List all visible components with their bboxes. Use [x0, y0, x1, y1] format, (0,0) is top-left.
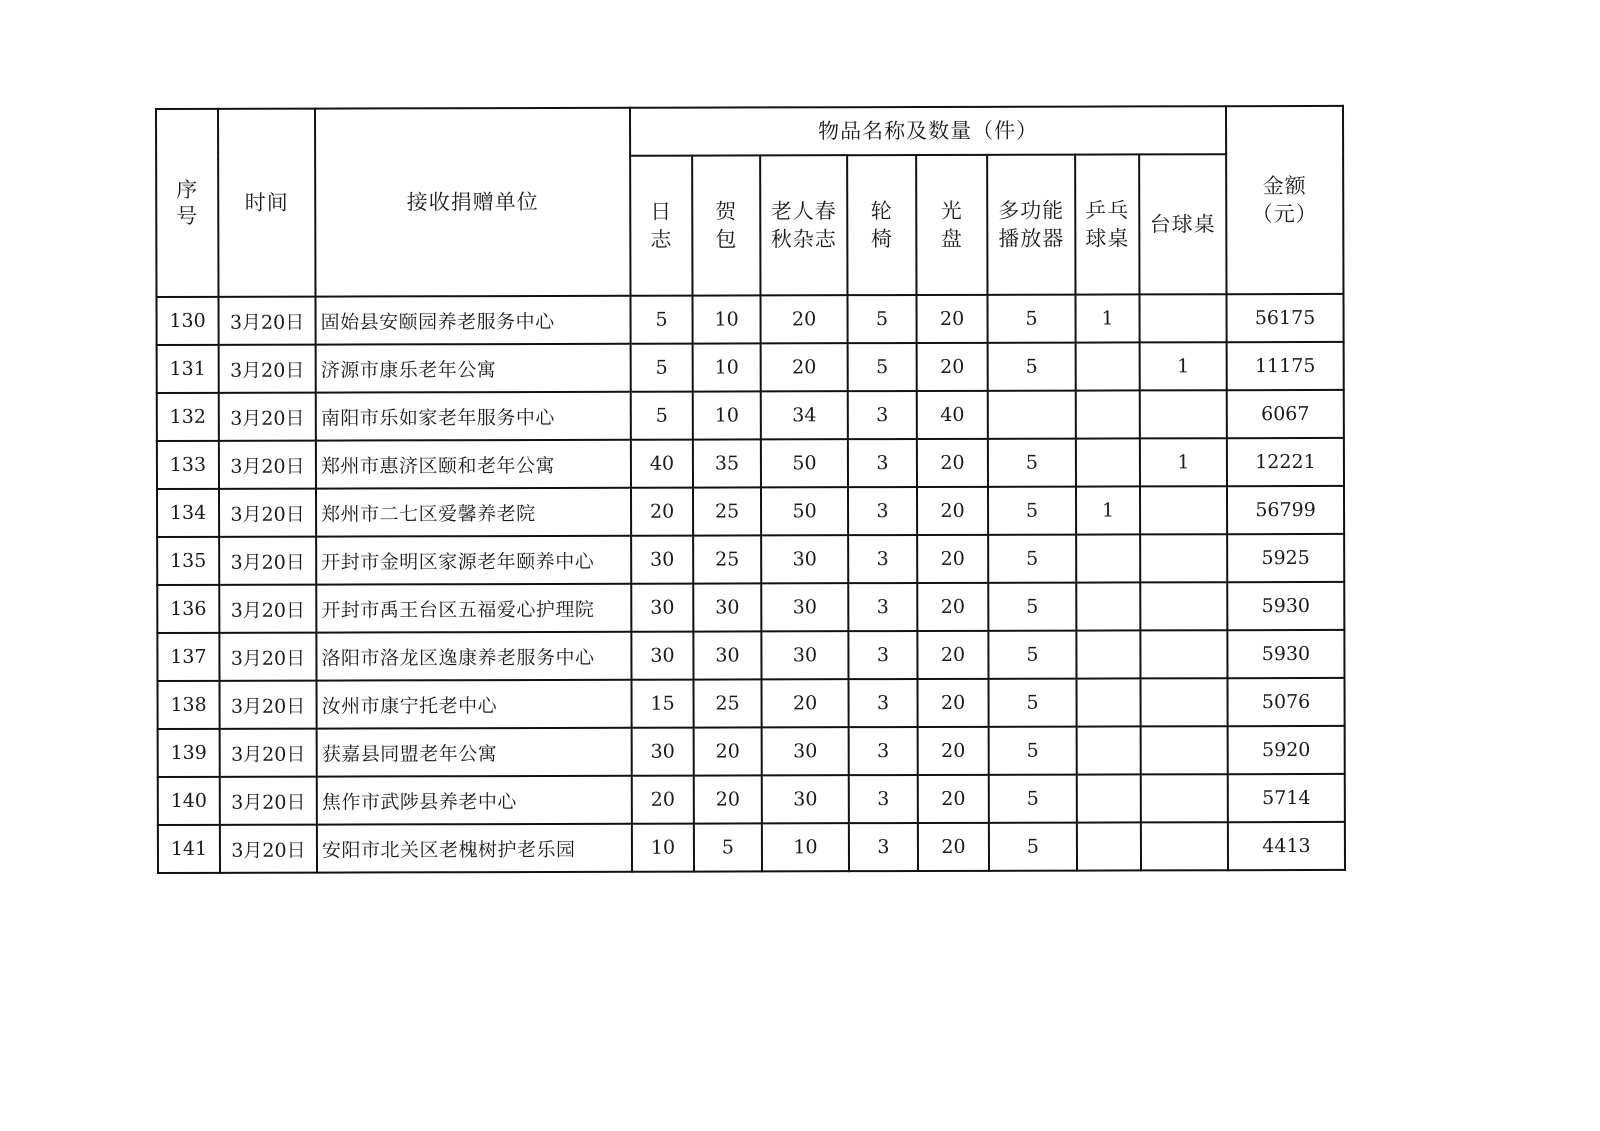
seq-cell: 136 [157, 585, 219, 633]
donation-table-page [155, 105, 1346, 874]
time-cell: 3月20日 [220, 825, 317, 873]
unit-cell: 开封市禹王台区五福爱心护理院 [316, 584, 631, 633]
seq-cell: 137 [157, 633, 219, 681]
header-item-label: 乒乓球桌 [1085, 198, 1130, 251]
item-qty-cell: 5 [848, 343, 917, 391]
item-qty-cell: 3 [849, 727, 918, 775]
item-qty-cell: 10 [693, 391, 761, 439]
table-row [158, 822, 1345, 873]
amount-cell: 56799 [1227, 486, 1344, 534]
item-qty-cell: 1 [1140, 342, 1227, 390]
item-qty-cell [1077, 726, 1141, 774]
header-item-label: 光盘 [940, 198, 963, 251]
table-row [158, 678, 1345, 729]
item-qty-cell [1077, 774, 1141, 822]
amount-cell: 5930 [1227, 582, 1344, 630]
item-qty-cell: 5 [988, 631, 1076, 679]
time-cell: 3月20日 [219, 585, 316, 633]
item-qty-cell: 25 [693, 535, 761, 583]
table-row [157, 438, 1344, 489]
item-qty-cell: 30 [631, 632, 693, 680]
table-row [157, 630, 1344, 681]
item-qty-cell: 5 [988, 535, 1076, 583]
unit-cell: 汝州市康宁托老中心 [316, 680, 631, 729]
item-qty-cell [1076, 678, 1140, 726]
table-row [157, 486, 1344, 537]
item-qty-cell: 15 [631, 680, 693, 728]
amount-cell: 4413 [1228, 822, 1345, 870]
amount-cell: 5076 [1227, 678, 1344, 726]
item-qty-cell: 50 [761, 487, 848, 535]
header-item-0 [630, 156, 692, 296]
item-qty-cell [1076, 534, 1140, 582]
header-item-2 [760, 155, 847, 295]
item-qty-cell: 5 [847, 295, 916, 343]
item-qty-cell: 5 [694, 823, 762, 871]
item-qty-cell [1141, 726, 1228, 774]
table-row [158, 726, 1345, 777]
header-time: 时间 [218, 109, 315, 297]
item-qty-cell: 30 [761, 583, 848, 631]
amount-cell: 5925 [1227, 534, 1344, 582]
item-qty-cell: 10 [632, 824, 694, 872]
item-qty-cell: 1 [1075, 294, 1139, 342]
item-qty-cell: 20 [632, 776, 694, 824]
seq-cell: 134 [157, 489, 219, 537]
item-qty-cell: 20 [918, 823, 989, 871]
header-item-label: 老人春秋杂志 [770, 199, 837, 252]
item-qty-cell: 20 [917, 439, 988, 487]
item-qty-cell: 1 [1076, 486, 1140, 534]
item-qty-cell: 35 [693, 439, 761, 487]
table-row [158, 774, 1345, 825]
item-qty-cell: 10 [762, 823, 849, 871]
item-qty-cell: 5 [631, 392, 693, 440]
item-qty-cell [1076, 390, 1140, 438]
item-qty-cell: 30 [761, 631, 848, 679]
item-qty-cell: 20 [694, 727, 762, 775]
item-qty-cell: 5 [630, 296, 692, 344]
item-qty-cell: 5 [989, 727, 1077, 775]
item-qty-cell: 5 [988, 583, 1076, 631]
item-qty-cell: 3 [848, 487, 917, 535]
time-cell: 3月20日 [219, 633, 316, 681]
header-item-5 [987, 155, 1075, 295]
header-item-3 [847, 155, 916, 295]
unit-cell: 固始县安颐园养老服务中心 [315, 296, 630, 345]
item-qty-cell [988, 391, 1076, 439]
item-qty-cell [1077, 822, 1141, 870]
seq-cell: 138 [158, 681, 220, 729]
item-qty-cell: 50 [761, 439, 848, 487]
item-qty-cell: 20 [694, 775, 762, 823]
item-qty-cell: 5 [988, 439, 1076, 487]
item-qty-cell [1141, 774, 1228, 822]
item-qty-cell [1076, 438, 1140, 486]
unit-cell: 南阳市乐如家老年服务中心 [316, 392, 631, 441]
header-items-group: 物品名称及数量（件） [630, 106, 1226, 156]
seq-cell: 141 [158, 825, 220, 873]
table-row [157, 342, 1344, 393]
amount-cell: 6067 [1227, 390, 1344, 438]
item-qty-cell: 20 [917, 487, 988, 535]
unit-cell: 洛阳市洛龙区逸康养老服务中心 [316, 632, 631, 681]
item-qty-cell: 5 [988, 487, 1076, 535]
amount-cell: 5930 [1227, 630, 1344, 678]
item-qty-cell: 30 [631, 536, 693, 584]
item-qty-cell: 20 [918, 727, 989, 775]
item-qty-cell: 3 [848, 679, 917, 727]
item-qty-cell: 20 [631, 488, 693, 536]
table-header [156, 106, 1343, 297]
item-qty-cell [1140, 486, 1227, 534]
header-item-label: 台球桌 [1149, 212, 1216, 237]
header-seq-label: 序号 [176, 177, 199, 228]
seq-cell: 130 [156, 297, 218, 345]
time-cell: 3月20日 [219, 681, 316, 729]
unit-cell: 安阳市北关区老槐树护老乐园 [317, 824, 632, 873]
unit-cell: 济源市康乐老年公寓 [316, 344, 631, 393]
item-qty-cell: 25 [693, 487, 761, 535]
table-row [157, 582, 1344, 633]
table-body [156, 294, 1345, 873]
donation-table [155, 105, 1346, 874]
header-item-6 [1075, 154, 1139, 294]
item-qty-cell: 30 [631, 584, 693, 632]
time-cell: 3月20日 [220, 777, 317, 825]
header-amount-label: 金额（元） [1251, 173, 1318, 227]
amount-cell: 5920 [1228, 726, 1345, 774]
item-qty-cell [1140, 390, 1227, 438]
item-qty-cell: 3 [848, 583, 917, 631]
header-item-1 [692, 155, 760, 295]
time-cell: 3月20日 [219, 537, 316, 585]
table-row [157, 534, 1344, 585]
item-qty-cell: 20 [917, 679, 988, 727]
item-qty-cell: 5 [989, 823, 1077, 871]
unit-cell: 开封市金明区家源老年颐养中心 [316, 536, 631, 585]
amount-cell: 5714 [1228, 774, 1345, 822]
item-qty-cell: 5 [988, 679, 1076, 727]
header-item-label: 日志 [650, 199, 673, 252]
seq-cell: 131 [157, 345, 219, 393]
item-qty-cell: 20 [918, 775, 989, 823]
item-qty-cell: 20 [917, 631, 988, 679]
header-item-4 [916, 155, 987, 295]
item-qty-cell: 20 [916, 295, 987, 343]
item-qty-cell: 20 [761, 679, 848, 727]
item-qty-cell [1141, 822, 1228, 870]
item-qty-cell: 3 [848, 631, 917, 679]
time-cell: 3月20日 [219, 441, 316, 489]
item-qty-cell: 10 [692, 295, 760, 343]
item-qty-cell: 30 [632, 728, 694, 776]
item-qty-cell: 5 [987, 295, 1075, 343]
item-qty-cell: 30 [693, 583, 761, 631]
seq-cell: 135 [157, 537, 219, 585]
amount-cell: 12221 [1227, 438, 1344, 486]
item-qty-cell: 1 [1140, 438, 1227, 486]
amount-cell: 56175 [1226, 294, 1343, 342]
item-qty-cell [1140, 582, 1227, 630]
time-cell: 3月20日 [219, 393, 316, 441]
item-qty-cell [1139, 294, 1226, 342]
unit-cell: 获嘉县同盟老年公寓 [317, 728, 632, 777]
item-qty-cell: 30 [693, 631, 761, 679]
amount-cell: 11175 [1227, 342, 1344, 390]
item-qty-cell: 10 [693, 343, 761, 391]
item-qty-cell: 30 [762, 775, 849, 823]
time-cell: 3月20日 [218, 297, 315, 345]
item-qty-cell [1076, 582, 1140, 630]
item-qty-cell: 20 [917, 343, 988, 391]
item-qty-cell: 20 [761, 343, 848, 391]
item-qty-cell: 3 [849, 775, 918, 823]
item-qty-cell: 20 [760, 295, 847, 343]
item-qty-cell: 30 [762, 727, 849, 775]
item-qty-cell: 20 [917, 535, 988, 583]
header-seq [156, 109, 218, 297]
time-cell: 3月20日 [220, 729, 317, 777]
item-qty-cell: 3 [848, 391, 917, 439]
table-row [156, 294, 1343, 345]
header-item-label: 多功能播放器 [998, 198, 1065, 251]
item-qty-cell [1140, 678, 1227, 726]
item-qty-cell: 40 [917, 391, 988, 439]
item-qty-cell [1140, 630, 1227, 678]
item-qty-cell: 5 [989, 775, 1077, 823]
item-qty-cell: 25 [693, 679, 761, 727]
item-qty-cell [1140, 534, 1227, 582]
item-qty-cell [1076, 630, 1140, 678]
item-qty-cell: 5 [631, 344, 693, 392]
table-row [157, 390, 1344, 441]
item-qty-cell: 20 [917, 583, 988, 631]
unit-cell: 郑州市惠济区颐和老年公寓 [316, 440, 631, 489]
seq-cell: 132 [157, 393, 219, 441]
time-cell: 3月20日 [219, 345, 316, 393]
item-qty-cell: 3 [849, 823, 918, 871]
seq-cell: 140 [158, 777, 220, 825]
unit-cell: 郑州市二七区爱馨养老院 [316, 488, 631, 537]
item-qty-cell: 3 [848, 535, 917, 583]
item-qty-cell: 40 [631, 440, 693, 488]
header-item-7 [1139, 154, 1226, 294]
header-item-label: 轮椅 [870, 199, 893, 252]
item-qty-cell: 5 [988, 343, 1076, 391]
unit-cell: 焦作市武陟县养老中心 [317, 776, 632, 825]
header-amount [1226, 106, 1343, 294]
seq-cell: 133 [157, 441, 219, 489]
header-item-label: 贺包 [715, 199, 738, 252]
seq-cell: 139 [158, 729, 220, 777]
header-unit: 接收捐赠单位 [315, 108, 630, 297]
item-qty-cell: 34 [761, 391, 848, 439]
item-qty-cell [1076, 342, 1140, 390]
item-qty-cell: 30 [761, 535, 848, 583]
item-qty-cell: 3 [848, 439, 917, 487]
time-cell: 3月20日 [219, 489, 316, 537]
